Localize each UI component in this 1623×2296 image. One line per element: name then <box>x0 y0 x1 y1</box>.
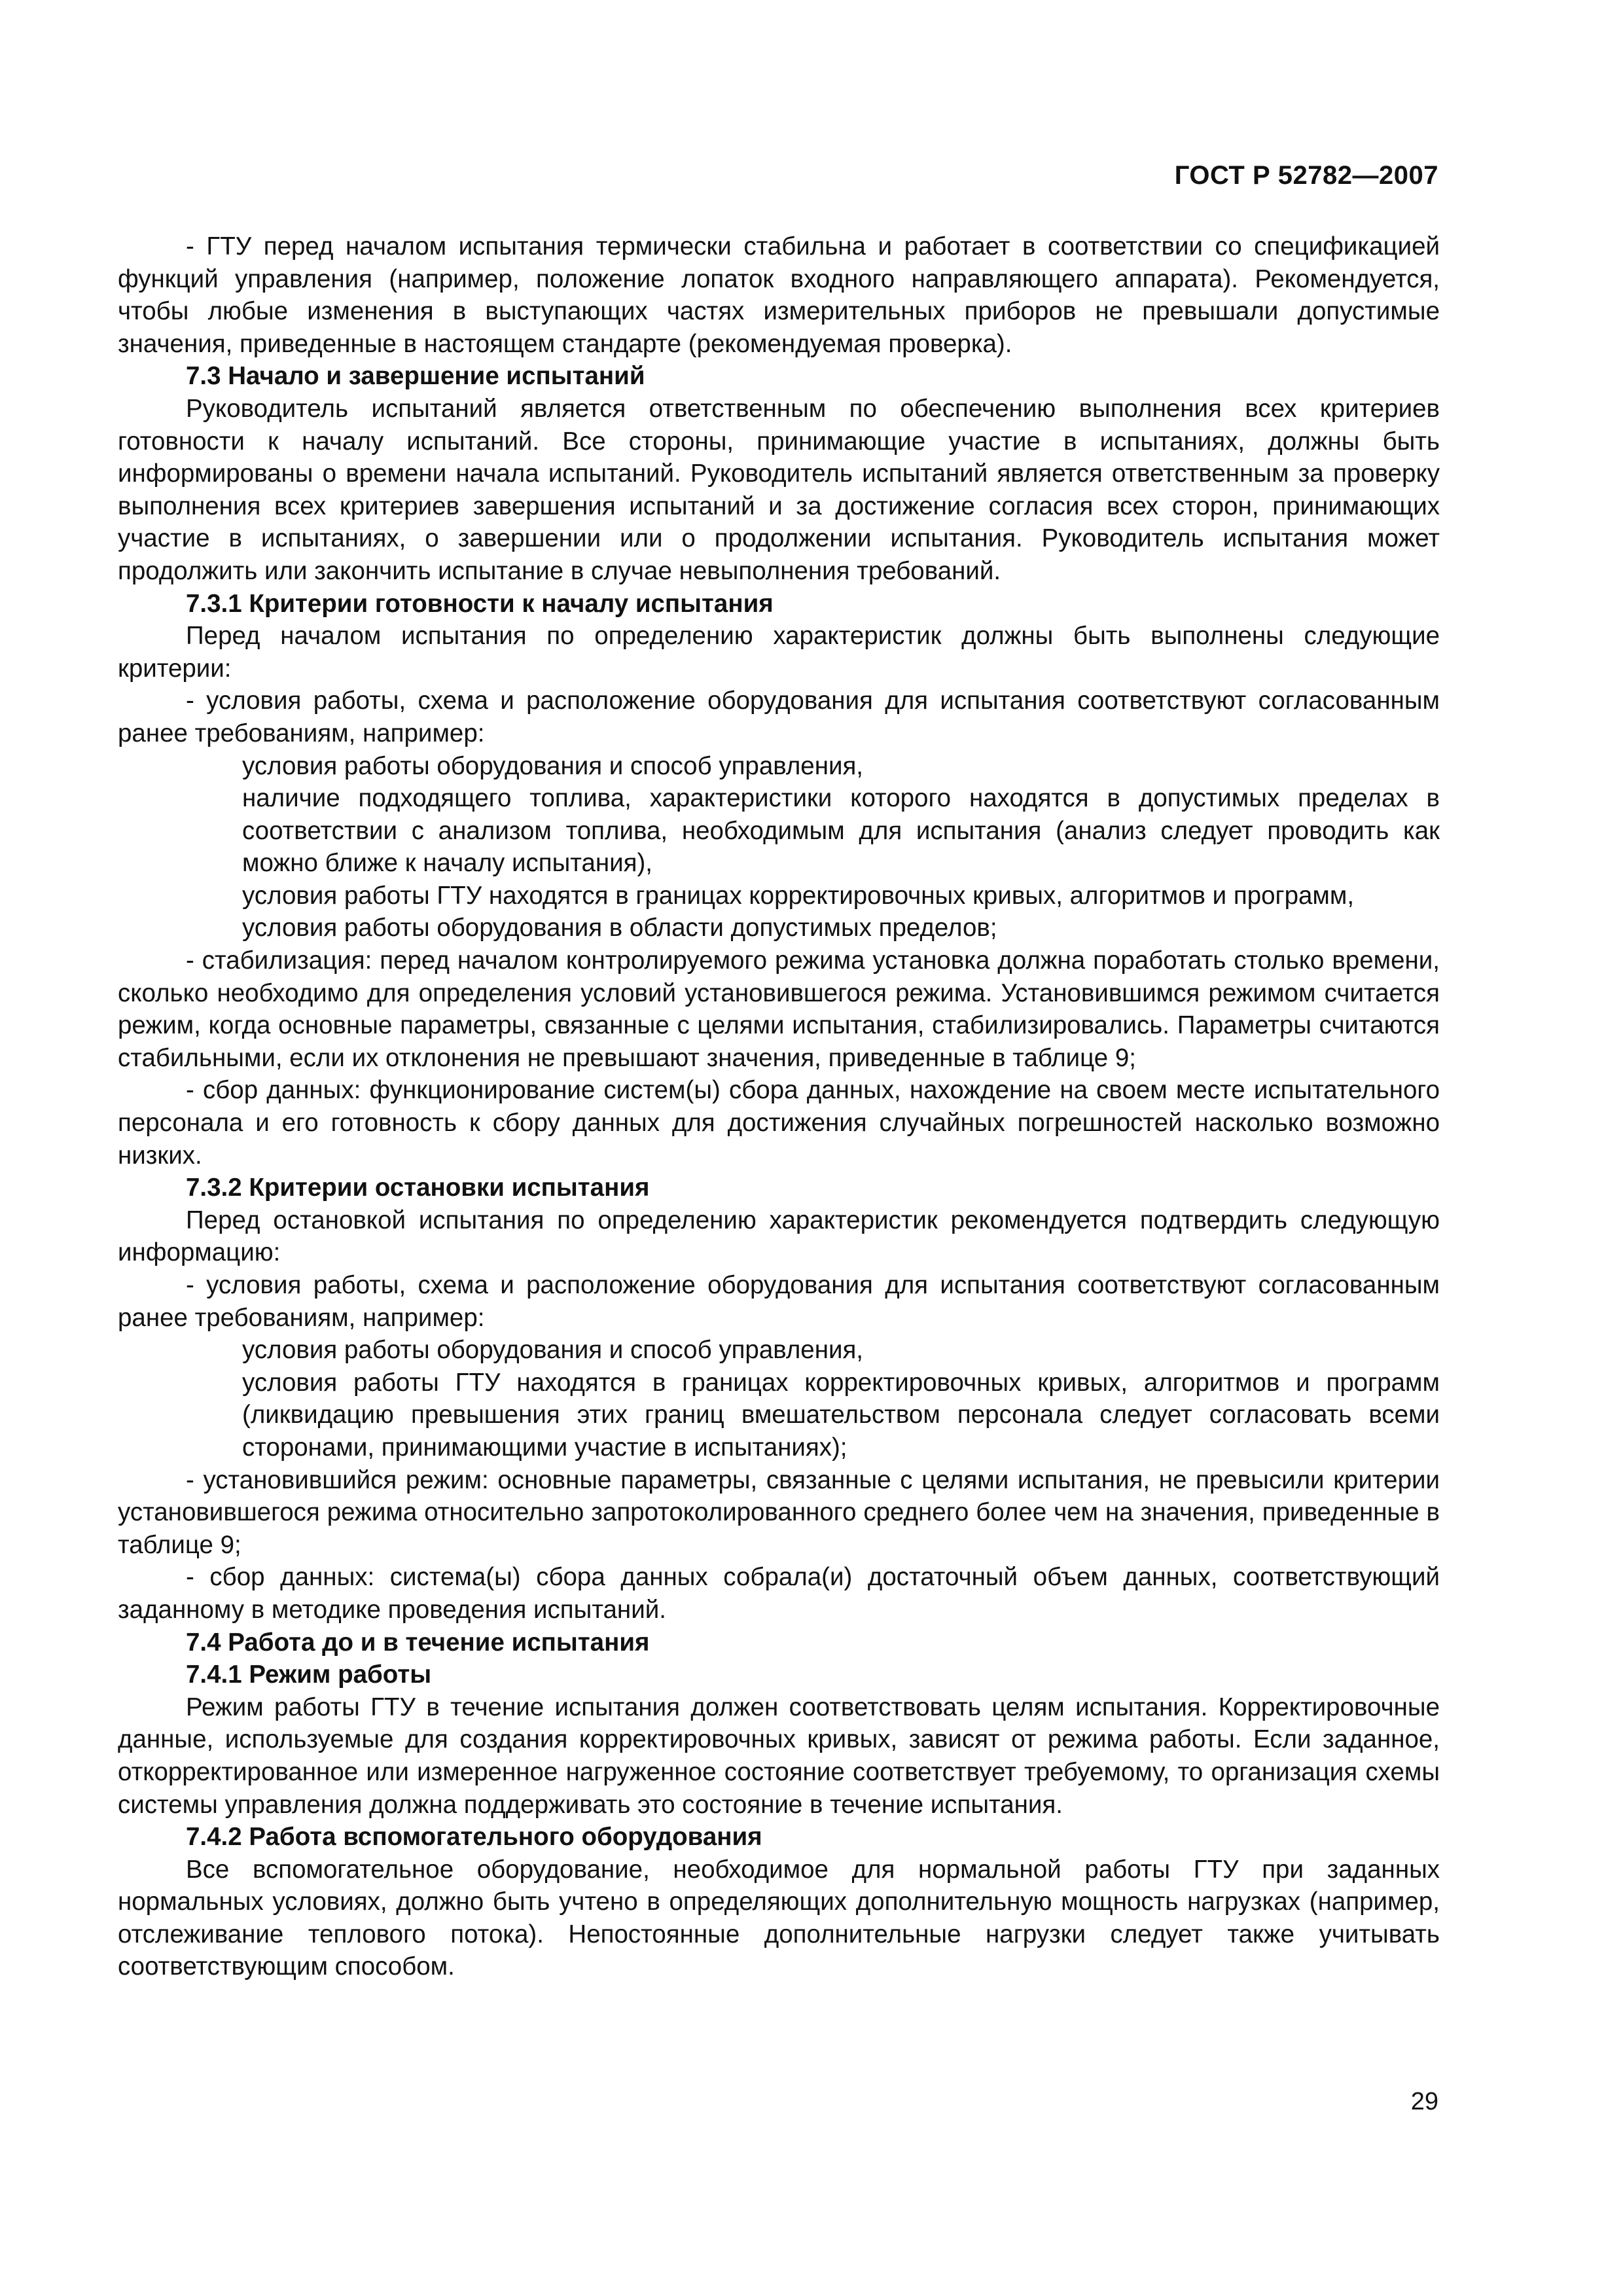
sub-list-item: условия работы ГТУ находятся в границах корректировочных кривых, алгоритмов и программ, <box>242 881 1355 910</box>
section-heading-7-3-1: 7.3.1 Критерии готовности к началу испытания <box>186 589 774 618</box>
list-item: - сбор данных: система(ы) сбора данных собрала(и) достаточный объем данных, соответствующий заданному в методике проведения испытаний. <box>118 1563 1440 1624</box>
sub-list-item: наличие подходящего топлива, характеристики которого находятся в допустимых пределах в соответствии с анализом топлива, необходимым для испытания (анализ следует проводить как можно ближе к началу испытания), <box>242 784 1440 878</box>
sub-list-item: условия работы оборудования и способ управления, <box>242 751 864 780</box>
list-item: - условия работы, схема и расположение оборудования для испытания соответствуют согласованным ранее требованиям, например: <box>118 687 1440 747</box>
list-item: - стабилизация: перед началом контролируемого режима установка должна поработать столько времени, сколько необходимо для определения условий установившегося режима. Установившимся режимом считается режим, когда основные параметры, связанные с целями испытания, стабилизировались. Параметры считаются стабильными, если их отклонения не превышают значения, приведенные в таблице 9; <box>118 946 1440 1072</box>
document-header-standard: ГОСТ Р 52782—2007 <box>1174 161 1438 190</box>
list-item: - условия работы, схема и расположение оборудования для испытания соответствуют согласованным ранее требованиям, например: <box>118 1271 1440 1332</box>
page-number: 29 <box>1410 2088 1438 2115</box>
paragraph: Перед началом испытания по определению характеристик должны быть выполнены следующие критерии: <box>118 622 1440 683</box>
sub-list-item: условия работы оборудования в области допустимых пределов; <box>242 914 997 942</box>
section-heading-7-4: 7.4 Работа до и в течение испытания <box>186 1628 650 1657</box>
section-heading-7-4-1: 7.4.1 Режим работы <box>186 1660 432 1689</box>
paragraph: Все вспомогательное оборудование, необходимое для нормальной работы ГТУ при заданных нормальных условиях, должно быть учтено в определяющих дополнительную мощность нагрузках (например, отслеживание теплового потока). Непостоянные дополнительные нагрузки следует также учитывать соответствующим способом. <box>118 1855 1440 1981</box>
section-heading-7-3-2: 7.3.2 Критерии остановки испытания <box>186 1174 650 1202</box>
paragraph: Режим работы ГТУ в течение испытания должен соответствовать целям испытания. Корректировочные данные, используемые для создания корректировочных кривых, зависят от режима работы. Если заданное, откорректированное или измеренное нагруженное состояние соответствует требуемому, то организация схемы системы управления должна поддерживать это состояние в течение испытания. <box>118 1693 1440 1819</box>
sub-list-item: условия работы ГТУ находятся в границах корректировочных кривых, алгоритмов и программ (ликвидацию превышения этих границ вмешательством персонала следует согласовать всеми сторонами, принимающими участие в испытаниях); <box>242 1368 1440 1462</box>
paragraph: - ГТУ перед началом испытания термически стабильна и работает в соответствии со спецификацией функций управления (например, положение лопаток входного направляющего аппарата). Рекомендуется, чтобы любые изменения в выступающих частях измерительных приборов не превышали допустимые значения, приведенные в настоящем стандарте (рекомендуемая проверка). <box>118 232 1440 358</box>
section-heading-7-3: 7.3 Начало и завершение испытаний <box>186 362 645 391</box>
document-body <box>118 230 1440 1983</box>
list-item: - установившийся режим: основные параметры, связанные с целями испытания, не превысили критерии установившегося режима относительно запротоколированного среднего более чем на значения, приведенные в таблице 9; <box>118 1465 1440 1559</box>
paragraph: Руководитель испытаний является ответственным по обеспечению выполнения всех критериев готовности к началу испытаний. Все стороны, принимающие участие в испытаниях, должны быть информированы о времени начала испытаний. Руководитель испытаний является ответственным за проверку выполнения всех критериев завершения испытаний и за достижение согласия всех сторон, принимающих участие в испытаниях, о завершении или о продолжении испытания. Руководитель испытания может продолжить или закончить испытание в случае невыполнения требований. <box>118 394 1440 585</box>
paragraph: Перед остановкой испытания по определению характеристик рекомендуется подтвердить следующую информацию: <box>118 1206 1440 1267</box>
sub-list-item: условия работы оборудования и способ управления, <box>242 1336 864 1365</box>
list-item: - сбор данных: функционирование систем(ы) сбора данных, нахождение на своем месте испытательного персонала и его готовность к сбору данных для достижения случайных погрешностей насколько возможно низких. <box>118 1076 1440 1170</box>
section-heading-7-4-2: 7.4.2 Работа вспомогательного оборудования <box>186 1823 762 1852</box>
